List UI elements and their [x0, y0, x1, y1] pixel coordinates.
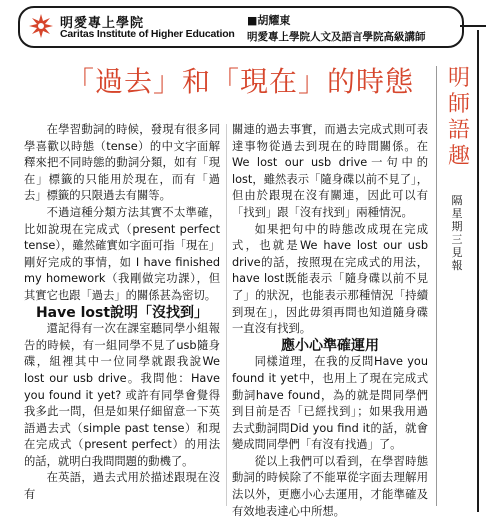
paragraph: 從以上我們可以看到，在學習時態動詞的時候除了不能單從字面去理解用法以外，更應小心去運用，才能準確及有效地表達心中所想。	[232, 454, 428, 518]
subheading: 應小心準確運用	[281, 337, 379, 354]
column-separator	[436, 66, 437, 506]
article-title: 「過去」和「現在」的時態	[65, 65, 414, 98]
note-char: 星	[451, 207, 463, 220]
series-char: 明	[447, 66, 470, 91]
body-column-left	[24, 122, 220, 504]
org-name-chinese: 明愛專上學院	[60, 16, 145, 31]
author-name: ■胡耀東	[247, 14, 291, 27]
body-column-right	[232, 122, 428, 520]
series-name	[446, 66, 472, 170]
body-column-divider	[226, 124, 227, 506]
header-rule	[460, 25, 486, 27]
paragraph: 還記得有一次在課室聽同學小組報告的時候，有一組同學不見了usb隨身碟，組裡其中一位同學就跟我說We lost our usb drive。我問他：Have you found it yet? 或許有同學會覺得我多此一問，但是如果仔細留意一下英語過去式（simple past tense）和現在完成式（present perfect）的用法的話，就明白我問問題的動機了。	[24, 322, 220, 468]
publication-note	[449, 194, 465, 272]
paragraph: 在英語，過去式用於描述跟現在沒有	[24, 471, 220, 502]
note-char: 報	[451, 259, 463, 272]
note-char: 見	[451, 246, 463, 259]
paragraph: 如果把句中的時態改成現在完成式，也就是We have lost our usb drive的話，按照現在完成式的用法，have lost既能表示「隨身碟以前不見了」的狀況，也能表示那種情況「持續到現在」，因此毋須再問也知道隨身碟一直沒有找到。	[232, 222, 428, 336]
subheading: Have lost說明「沒找到」	[35, 304, 209, 321]
series-char: 師	[447, 92, 470, 117]
note-char: 三	[451, 233, 463, 246]
caritas-cross-logo	[28, 13, 54, 39]
series-char: 語	[447, 118, 470, 143]
note-char: 期	[451, 220, 463, 233]
author-title: 明愛專上學院人文及語言學院高級講師	[247, 31, 426, 43]
org-name-english: Caritas Institute of Higher Education	[60, 28, 235, 40]
paragraph: 關連的過去事實，而過去完成式則可表達事物從過去到現在的時間關係。在We lost our usb drive一句中的lost，雖然表示「隨身碟以前不見了」，但由於跟現在沒有關連，因此可以有「找到」跟「沒有找到」兩種情況。	[232, 123, 428, 219]
paragraph: 同樣道理，在我的反問Have you found it yet中，也用上了現在完成式動詞have found，為的就是問同學們到目前是否「已經找到」；如果我用過去式動詞問Did you find it的話，就會變成問同學們「有沒有找過」了。	[232, 355, 428, 452]
series-char: 趣	[447, 144, 470, 169]
header-banner	[18, 6, 464, 48]
note-char: 隔	[451, 194, 463, 207]
paragraph: 在學習動詞的時候，發現有很多同學喜歡以時態（tense）的中文字面解釋來把不同時態的動詞分類，如有「現在」標籤的只能用於現在，而有「過去」標籤的只限過去有關等。	[24, 123, 220, 203]
frame-line	[477, 30, 479, 512]
paragraph: 不過這種分類方法其實不太準確，比如說現在完成式（present perfect tense），雖然確實如字面可指「現在」剛好完成的事情，如 I have finished my homework（我剛做完功課），但其實它也跟「過去」的關係甚為密切。	[24, 205, 220, 302]
